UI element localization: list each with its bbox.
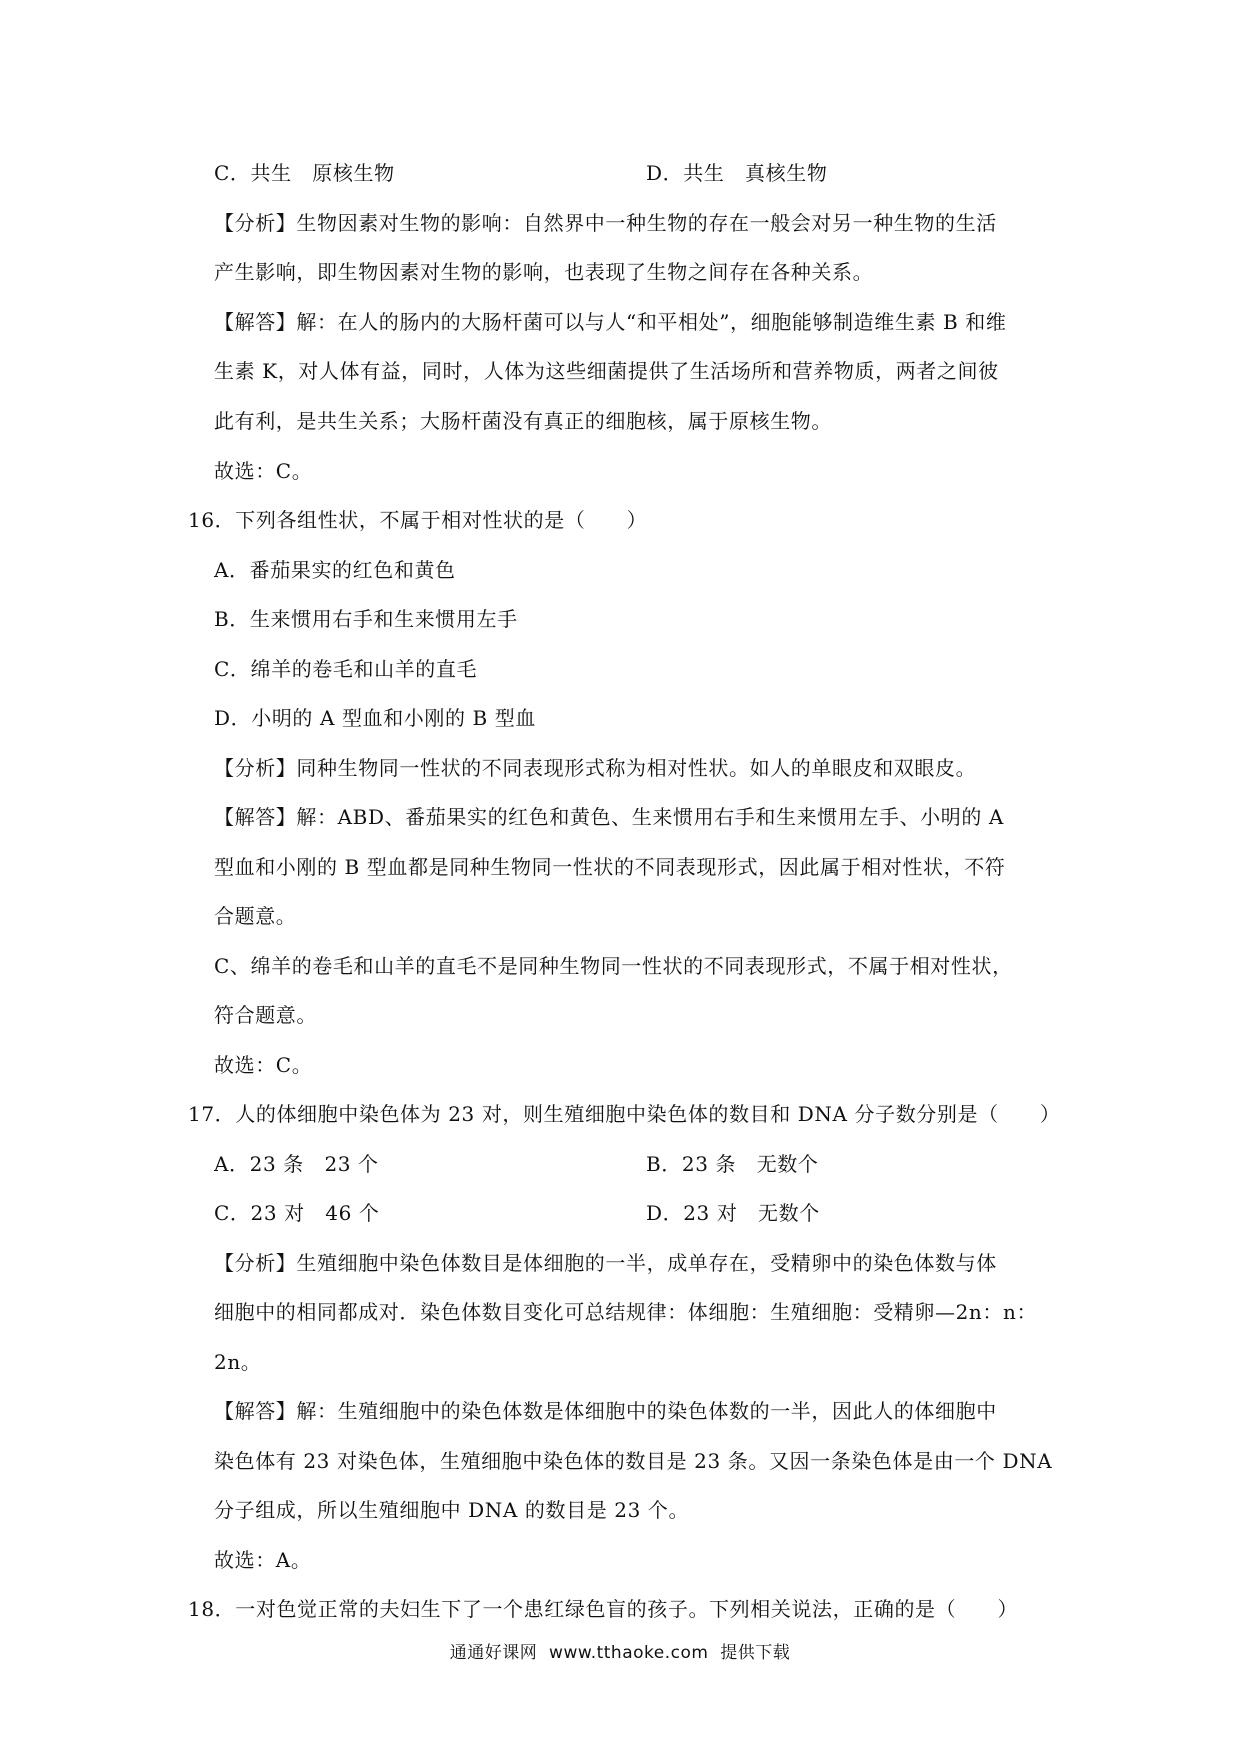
answer-text: 符合题意。 bbox=[214, 1003, 317, 1027]
question-title: 16．下列各组性状，不属于相对性状的是（ ） bbox=[188, 508, 648, 532]
option-a: A．番茄果实的红色和黄色 bbox=[214, 558, 456, 582]
answer-text: C、绵羊的卷毛和山羊的直毛不是同种生物同一性状的不同表现形式，不属于相对性状， bbox=[214, 954, 1013, 978]
answer-text: 分子组成，所以生殖细胞中 DNA 的数目是 23 个。 bbox=[214, 1498, 690, 1522]
option-b: B．生来惯用右手和生来惯用左手 bbox=[214, 607, 518, 631]
option-d: D．23 对 无数个 bbox=[646, 1201, 820, 1225]
option-d: D．共生 真核生物 bbox=[646, 161, 828, 185]
analysis-text: 产生影响，即生物因素对生物的影响，也表现了生物之间存在各种关系。 bbox=[214, 260, 874, 284]
option-b: B．23 条 无数个 bbox=[646, 1152, 819, 1176]
answer-text: 合题意。 bbox=[214, 904, 297, 928]
answer-text: 【解答】解：在人的肠内的大肠杆菌可以与人“和平相处”，细胞能够制造维生素 B 和维 bbox=[214, 310, 1007, 334]
page-footer: 通通好课网 www.tthaoke.com 提供下载 bbox=[449, 1643, 791, 1663]
answer-text: 此有利，是共生关系；大肠杆菌没有真正的细胞核，属于原核生物。 bbox=[214, 409, 832, 433]
answer-text: 型血和小刚的 B 型血都是同种生物同一性状的不同表现形式，因此属于相对性状，不符 bbox=[214, 855, 1006, 879]
option-c: C．23 对 46 个 bbox=[214, 1201, 380, 1225]
question-title: 17．人的体细胞中染色体为 23 对，则生殖细胞中染色体的数目和 DNA 分子数分别是（ ） bbox=[188, 1102, 1061, 1126]
analysis-text: 2n。 bbox=[214, 1350, 262, 1374]
answer-text: 生素 K，对人体有益，同时，人体为这些细菌提供了生活场所和营养物质，两者之间彼 bbox=[214, 359, 999, 383]
choice-result: 故选：A。 bbox=[214, 1548, 312, 1572]
analysis-text: 【分析】同种生物同一性状的不同表现形式称为相对性状。如人的单眼皮和双眼皮。 bbox=[214, 756, 977, 780]
question-title: 18．一对色觉正常的夫妇生下了一个患红绿色盲的孩子。下列相关说法，正确的是（ ） bbox=[188, 1597, 1019, 1621]
answer-text: 【解答】解：ABD、番茄果实的红色和黄色、生来惯用右手和生来惯用左手、小明的 A bbox=[214, 805, 1004, 829]
analysis-text: 【分析】生殖细胞中染色体数目是体细胞的一半，成单存在，受精卵中的染色体数与体 bbox=[214, 1251, 997, 1275]
choice-result: 故选：C。 bbox=[214, 1053, 313, 1077]
option-a: A．23 条 23 个 bbox=[214, 1152, 379, 1176]
choice-result: 故选：C。 bbox=[214, 459, 313, 483]
analysis-text: 细胞中的相同都成对．染色体数目变化可总结规律：体细胞：生殖细胞：受精卵—2n：n： bbox=[214, 1300, 1038, 1324]
option-d: D．小明的 A 型血和小刚的 B 型血 bbox=[214, 706, 537, 730]
answer-text: 染色体有 23 对染色体，生殖细胞中染色体的数目是 23 条。又因一条染色体是由一个 DNA bbox=[214, 1449, 1053, 1473]
analysis-text: 【分析】生物因素对生物的影响：自然界中一种生物的存在一般会对另一种生物的生活 bbox=[214, 211, 997, 235]
option-c: C．共生 原核生物 bbox=[214, 161, 395, 185]
answer-text: 【解答】解：生殖细胞中的染色体数是体细胞中的染色体数的一半，因此人的体细胞中 bbox=[214, 1399, 997, 1423]
option-c: C．绵羊的卷毛和山羊的直毛 bbox=[214, 657, 478, 681]
